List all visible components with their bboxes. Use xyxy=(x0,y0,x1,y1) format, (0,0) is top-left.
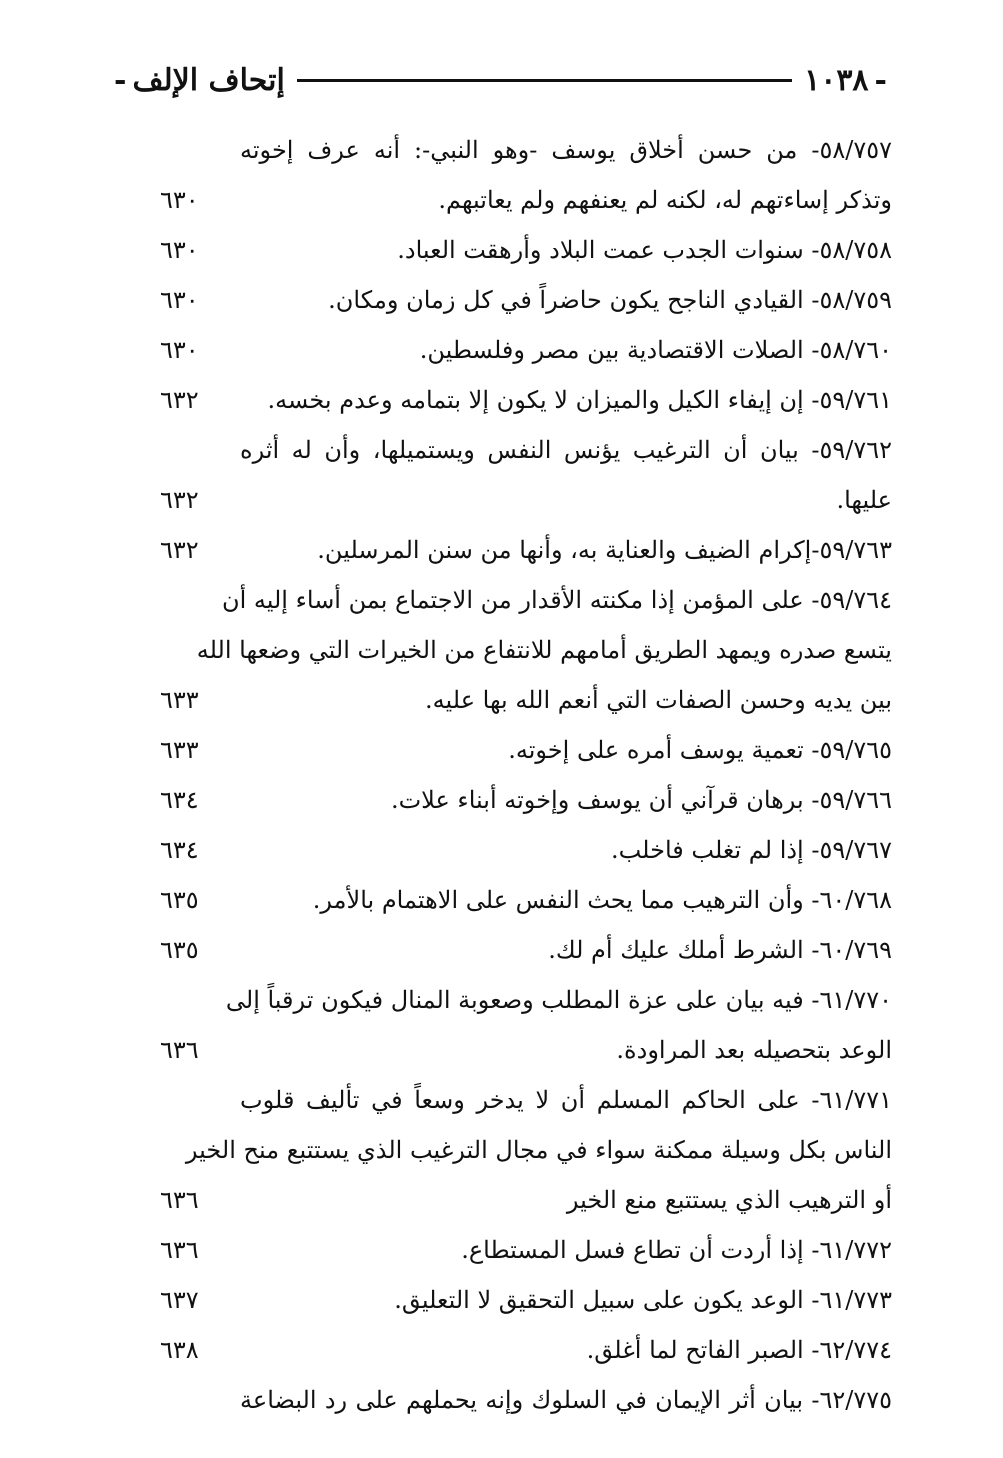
entry-page-number: ٦٣٣ xyxy=(160,736,199,764)
entry-page-number: ٦٣٠ xyxy=(160,336,199,364)
entry-text: الوعد بتحصيله بعد المراودة. xyxy=(616,1036,892,1064)
entry-text: ٥٨/٧٥٨- سنوات الجدب عمت البلاد وأرهقت العباد. xyxy=(397,236,892,264)
entry-text: ٥٨/٧٥٩- القيادي الناجح يكون حاضراً في كل زمان ومكان. xyxy=(328,286,892,314)
header-rule xyxy=(297,79,792,82)
entry-page-number: ٦٣٦ xyxy=(160,1236,199,1264)
entry-page-number: ٦٣٥ xyxy=(160,936,199,964)
index-line xyxy=(160,425,892,475)
index-line xyxy=(160,1275,892,1325)
entry-text: ٦٢/٧٧٤- الصبر الفاتح لما أغلق. xyxy=(586,1336,892,1364)
entry-text: أو الترهيب الذي يستتبع منع الخير xyxy=(566,1186,892,1214)
index-line xyxy=(160,725,892,775)
entry-page-number: ٦٣٤ xyxy=(160,836,199,864)
index-line xyxy=(160,525,892,575)
index-line xyxy=(160,475,892,525)
header-dash: - xyxy=(114,62,127,98)
index-entries xyxy=(160,125,892,1425)
entry-page-number: ٦٣٥ xyxy=(160,886,199,914)
entry-text: ٦٠/٧٦٩- الشرط أملك عليك أم لك. xyxy=(548,936,892,964)
index-line xyxy=(160,625,892,675)
entry-page-number: ٦٣٢ xyxy=(160,486,199,514)
entry-text: ٥٩/٧٦٣-إكرام الضيف والعناية به، وأنها من سنن المرسلين. xyxy=(317,536,892,564)
index-line xyxy=(160,1225,892,1275)
entry-text: ٥٩/٧٦٤- على المؤمن إذا مكنته الأقدار من الاجتماع بمن أساء إليه أن xyxy=(221,586,892,614)
entry-page-number: ٦٣٨ xyxy=(160,1336,199,1364)
entry-text: الناس بكل وسيلة ممكنة سواء في مجال الترغيب الذي يستتبع منح الخير xyxy=(185,1136,892,1164)
book-title: إتحاف الإلف xyxy=(132,62,285,98)
entry-text: وتذكر إساءتهم له، لكنه لم يعنفهم ولم يعاتبهم. xyxy=(438,186,892,214)
entry-page-number: ٦٣٦ xyxy=(160,1036,199,1064)
index-line xyxy=(160,325,892,375)
index-line xyxy=(160,1025,892,1075)
entry-text: ٦١/٧٧٠- فيه بيان على عزة المطلب وصعوبة المنال فيكون ترقباً إلى xyxy=(225,986,892,1014)
index-line xyxy=(160,275,892,325)
index-line xyxy=(160,125,892,175)
entry-text: ٦١/٧٧٢- إذا أردت أن تطاع فسل المستطاع. xyxy=(461,1236,892,1264)
index-line xyxy=(160,675,892,725)
page-header xyxy=(108,60,893,100)
index-line xyxy=(160,825,892,875)
entry-text: ٥٩/٧٦٢- بيان أن الترغيب يؤنس النفس ويستميلها، وأن له أثره xyxy=(240,436,892,464)
index-line xyxy=(160,1075,892,1125)
entry-text: بين يديه وحسن الصفات التي أنعم الله بها عليه. xyxy=(425,686,892,714)
entry-page-number: ٦٣٦ xyxy=(160,1186,199,1214)
index-line xyxy=(160,1375,892,1425)
index-line xyxy=(160,1125,892,1175)
entry-page-number: ٦٣٣ xyxy=(160,686,199,714)
entry-page-number: ٦٣٧ xyxy=(160,1286,199,1314)
index-line xyxy=(160,175,892,225)
index-line xyxy=(160,1325,892,1375)
index-line xyxy=(160,575,892,625)
entry-text: ٦٢/٧٧٥- بيان أثر الإيمان في السلوك وإنه يحملهم على رد البضاعة xyxy=(240,1386,892,1414)
entry-text: ٥٨/٧٥٧- من حسن أخلاق يوسف -وهو النبي-: أنه عرف إخوته xyxy=(240,136,892,164)
entry-text: ٦١/٧٧١- على الحاكم المسلم أن لا يدخر وسعاً في تأليف قلوب xyxy=(240,1086,892,1114)
entry-page-number: ٦٣٢ xyxy=(160,386,199,414)
index-line xyxy=(160,975,892,1025)
entry-text: ٥٨/٧٦٠- الصلات الاقتصادية بين مصر وفلسطين. xyxy=(419,336,892,364)
entry-text: ٥٩/٧٦٧- إذا لم تغلب فاخلب. xyxy=(610,836,892,864)
header-dash: - xyxy=(874,62,887,98)
index-line xyxy=(160,925,892,975)
index-line xyxy=(160,1175,892,1225)
entry-text: ٥٩/٧٦١- إن إيفاء الكيل والميزان لا يكون إلا بتمامه وعدم بخسه. xyxy=(267,386,892,414)
entry-page-number: ٦٣٠ xyxy=(160,236,199,264)
entry-text: ٦١/٧٧٣- الوعد يكون على سبيل التحقيق لا التعليق. xyxy=(394,1286,892,1314)
entry-text: يتسع صدره ويمهد الطريق أمامهم للانتفاع من الخيرات التي وضعها الله xyxy=(196,636,892,664)
entry-page-number: ٦٣٤ xyxy=(160,786,199,814)
entry-text: ٥٩/٧٦٦- برهان قرآني أن يوسف وإخوته أبناء علات. xyxy=(390,786,892,814)
page-number: ١٠٣٨ xyxy=(804,62,869,98)
index-line xyxy=(160,775,892,825)
entry-text: عليها. xyxy=(836,486,892,514)
entry-page-number: ٦٣٢ xyxy=(160,536,199,564)
entry-text: ٥٩/٧٦٥- تعمية يوسف أمره على إخوته. xyxy=(508,736,892,764)
entry-page-number: ٦٣٠ xyxy=(160,186,199,214)
entry-page-number: ٦٣٠ xyxy=(160,286,199,314)
index-line xyxy=(160,225,892,275)
entry-text: ٦٠/٧٦٨- وأن الترهيب مما يحث النفس على الاهتمام بالأمر. xyxy=(312,886,892,914)
index-line xyxy=(160,375,892,425)
index-line xyxy=(160,875,892,925)
